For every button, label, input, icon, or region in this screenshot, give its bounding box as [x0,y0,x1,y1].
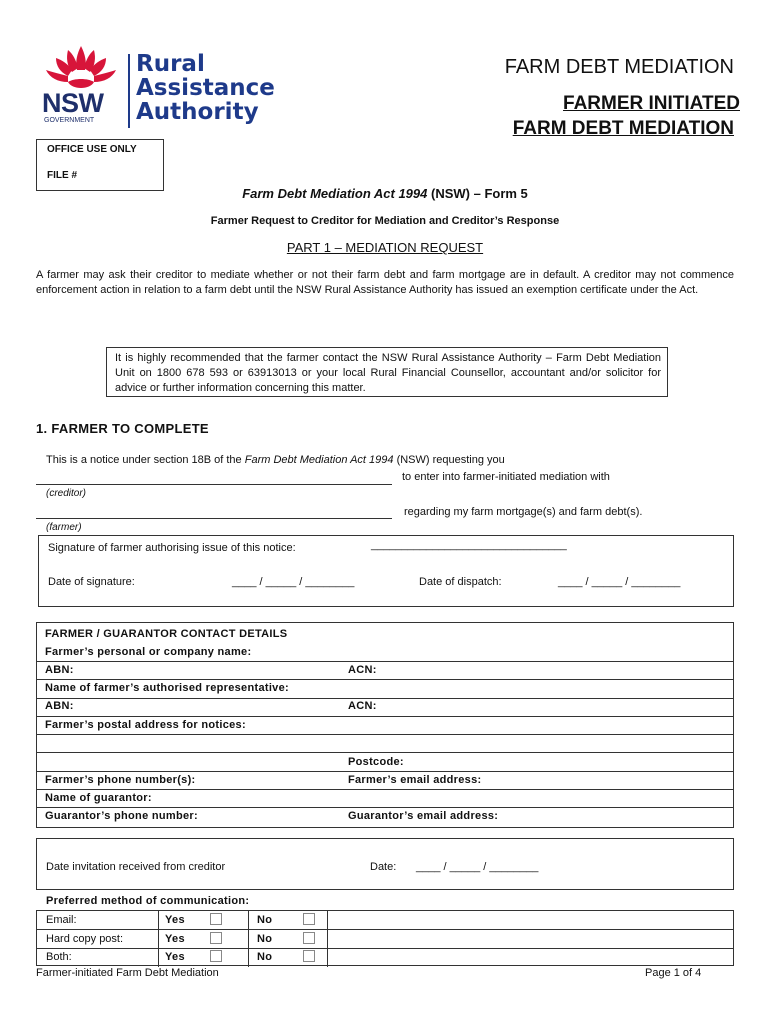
method-both-no-checkbox[interactable] [303,950,315,962]
advice-notice-box [106,347,668,397]
nsw-government-logo [40,44,285,134]
signature-label: Signature of farmer authorising issue of this notice: [48,542,296,554]
row-divider [37,752,733,753]
postal-address-label[interactable]: Farmer’s postal address for notices: [45,719,246,731]
file-number-label: FILE # [47,170,78,181]
postcode-label[interactable]: Postcode: [348,756,404,768]
row-divider [37,948,733,949]
representative-label[interactable]: Name of farmer’s authorised representative: [45,682,289,694]
method-post-label: Hard copy post: [46,933,124,945]
method-email-no-label: No [257,914,273,926]
preferred-method-heading: Preferred method of communication: [46,895,250,907]
advice-notice-text: It is highly recommended that the farmer contact the NSW Rural Assistance Authority – Farm Debt Mediation Unit on 1800 678 593 or 63913013 or your local Rural Financial Counsellor, accountant and/or solicitor for advice or further information concerning this matter. [115,352,661,394]
acn-label-2[interactable]: ACN: [348,700,377,712]
phone-label[interactable]: Farmer’s phone number(s): [45,774,196,786]
email-label[interactable]: Farmer’s email address: [348,774,482,786]
office-use-label: OFFICE USE ONLY [47,144,137,155]
method-both-no-label: No [257,951,273,963]
signature-field[interactable]: ________________________________ [371,539,567,551]
creditor-caption: (creditor) [46,488,87,499]
notice-line1-a: This is a notice under section 18B of the [46,454,245,466]
waratah-icon [42,44,120,92]
row-divider [37,661,733,662]
notice-line1-b: (NSW) requesting you [393,454,505,466]
guarantor-name-label[interactable]: Name of guarantor: [45,792,152,804]
col-divider [327,911,328,967]
date-of-signature-field[interactable]: ____ / _____ / ________ [232,576,355,588]
acn-label-1[interactable]: ACN: [348,664,377,676]
method-post-no-checkbox[interactable] [303,932,315,944]
subtitle-line1: FARMER INITIATED [563,93,740,114]
row-divider [37,734,733,735]
preferred-method-table [36,910,734,966]
signature-box [38,535,734,607]
row-divider [37,679,733,680]
nsw-wordmark: NSW [42,88,104,118]
logo-divider [128,54,130,128]
creditor-name-field[interactable] [36,484,392,485]
notice-line1 [46,453,505,468]
method-email-yes-checkbox[interactable] [210,913,222,925]
method-post-no-label: No [257,933,273,945]
method-both-yes-label: Yes [165,951,185,963]
row-divider [37,789,733,790]
abn-label-1[interactable]: ABN: [45,664,74,676]
col-divider [248,911,249,967]
method-email-yes-label: Yes [165,914,185,926]
footer-left: Farmer-initiated Farm Debt Mediation [36,967,219,979]
method-both-yes-checkbox[interactable] [210,950,222,962]
farmer-name-field[interactable] [36,518,392,519]
page-number: Page 1 of 4 [645,967,702,979]
contact-details-table [36,622,734,828]
farmer-name-label[interactable]: Farmer’s personal or company name: [45,646,252,658]
row-divider [37,716,733,717]
invitation-date-field[interactable]: ____ / _____ / ________ [416,861,539,873]
government-wordmark: GOVERNMENT [44,117,95,124]
notice-line2: to enter into farmer-initiated mediation with [402,471,610,483]
page-title: FARM DEBT MEDIATION [504,56,734,78]
subtitle-line2: FARM DEBT MEDIATION [512,118,734,139]
row-divider [37,807,733,808]
row-divider [37,929,733,930]
invitation-label: Date invitation received from creditor [46,861,226,873]
guarantor-email-label[interactable]: Guarantor’s email address: [348,810,499,822]
col-divider [158,911,159,967]
org-name-line1: Rural [136,51,205,77]
notice-line3: regarding my farm mortgage(s) and farm debt(s). [404,506,643,518]
act-name: Farm Debt Mediation Act 1994 [242,186,428,201]
date-of-dispatch-field[interactable]: ____ / _____ / ________ [558,576,681,588]
method-post-yes-label: Yes [165,933,185,945]
farmer-caption: (farmer) [46,522,82,533]
method-email-no-checkbox[interactable] [303,913,315,925]
method-email-label: Email: [46,914,77,926]
org-name-line3: Authority [136,99,259,125]
row-divider [37,771,733,772]
form-number: (NSW) – Form 5 [427,186,528,201]
date-of-dispatch-label: Date of dispatch: [419,576,502,588]
form-act-title [0,186,770,201]
guarantor-phone-label[interactable]: Guarantor’s phone number: [45,810,198,822]
org-name-line2: Assistance [136,75,275,101]
method-both-label: Both: [46,951,72,963]
date-of-signature-label: Date of signature: [48,576,135,588]
row-divider [37,698,733,699]
method-post-yes-checkbox[interactable] [210,932,222,944]
abn-label-2[interactable]: ABN: [45,700,74,712]
invitation-date-label: Date: [370,861,397,873]
section1-heading: 1. FARMER TO COMPLETE [36,421,209,436]
notice-line1-act: Farm Debt Mediation Act 1994 [244,454,394,466]
intro-paragraph: A farmer may ask their creditor to mediate whether or not their farm debt and farm mortgage are in default. A creditor may not commence enforcement action in relation to a farm debt until the NSW Rural Assistance Authority has issued an exemption certificate under the Act. [36,269,734,296]
invitation-box [36,838,734,890]
office-use-box [36,139,164,191]
form-subtitle: Farmer Request to Creditor for Mediation and Creditor’s Response [210,215,560,227]
part-heading: PART 1 – MEDIATION REQUEST [286,240,484,255]
contact-heading: FARMER / GUARANTOR CONTACT DETAILS [45,628,288,640]
